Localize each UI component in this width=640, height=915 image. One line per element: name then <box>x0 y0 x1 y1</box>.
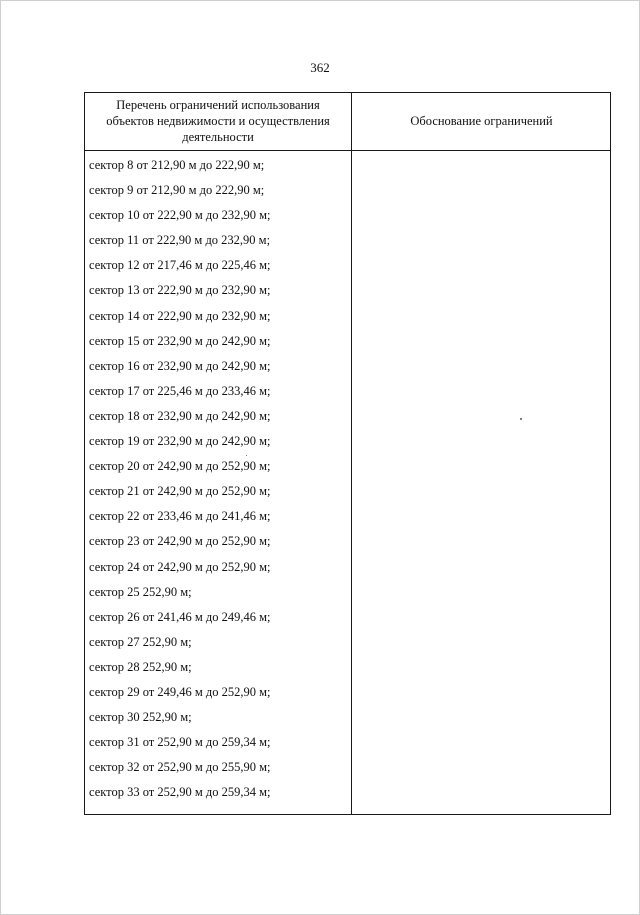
header-line: Перечень ограничений использования <box>116 98 320 112</box>
table-body <box>85 157 351 809</box>
table-row: сектор 26 от 241,46 м до 249,46 м; <box>89 609 271 624</box>
restrictions-table <box>84 92 611 815</box>
table-row: сектор 15 от 232,90 м до 242,90 м; <box>89 333 271 348</box>
table-row: сектор 9 от 212,90 м до 222,90 м; <box>89 183 265 198</box>
table-row: сектор 28 252,90 м; <box>89 659 192 674</box>
table-row: сектор 21 от 242,90 м до 252,90 м; <box>89 484 271 499</box>
table-row: сектор 10 от 222,90 м до 232,90 м; <box>89 208 271 223</box>
column-divider <box>351 93 352 814</box>
table-row: сектор 11 от 222,90 м до 232,90 м; <box>89 233 271 248</box>
table-row: сектор 12 от 217,46 м до 225,46 м; <box>89 258 271 273</box>
table-row: сектор 23 от 242,90 м до 252,90 м; <box>89 534 271 549</box>
header-justification: Обоснование ограничений <box>410 114 553 128</box>
table-row: сектор 30 252,90 м; <box>89 710 192 725</box>
table-row: сектор 13 от 222,90 м до 232,90 м; <box>89 283 271 298</box>
table-row: сектор 8 от 212,90 м до 222,90 м; <box>89 158 265 172</box>
table-row: сектор 29 от 249,46 м до 252,90 м; <box>89 684 271 699</box>
table-row: сектор 20 от 242,90 м до 252,90 м; <box>89 459 271 474</box>
table-header <box>85 93 610 151</box>
table-row: сектор 22 от 233,46 м до 241,46 м; <box>89 509 271 524</box>
table-row: сектор 33 от 252,90 м до 259,34 м; <box>89 785 271 800</box>
table-row: сектор 31 от 252,90 м до 259,34 м; <box>89 735 271 750</box>
table-row: сектор 17 от 225,46 м до 233,46 м; <box>89 383 271 398</box>
table-row: сектор 27 252,90 м; <box>89 634 192 649</box>
header-line: деятельности <box>182 130 254 144</box>
header-restrictions-list <box>85 97 351 145</box>
table-row: сектор 24 от 242,90 м до 252,90 м; <box>89 559 271 574</box>
table-row: сектор 14 от 222,90 м до 232,90 м; <box>89 308 271 323</box>
header-line: объектов недвижимости и осуществления <box>106 114 330 128</box>
page-number: 362 <box>310 60 330 75</box>
scan-speck <box>520 418 522 420</box>
table-row: сектор 25 252,90 м; <box>89 584 192 599</box>
table-row: сектор 16 от 232,90 м до 242,90 м; <box>89 358 271 373</box>
table-row: сектор 18 от 232,90 м до 242,90 м; <box>89 408 271 423</box>
table-row: сектор 32 от 252,90 м до 255,90 м; <box>89 760 271 775</box>
scan-speck <box>246 455 247 456</box>
table-row: сектор 19 от 232,90 м до 242,90 м; <box>89 434 271 449</box>
